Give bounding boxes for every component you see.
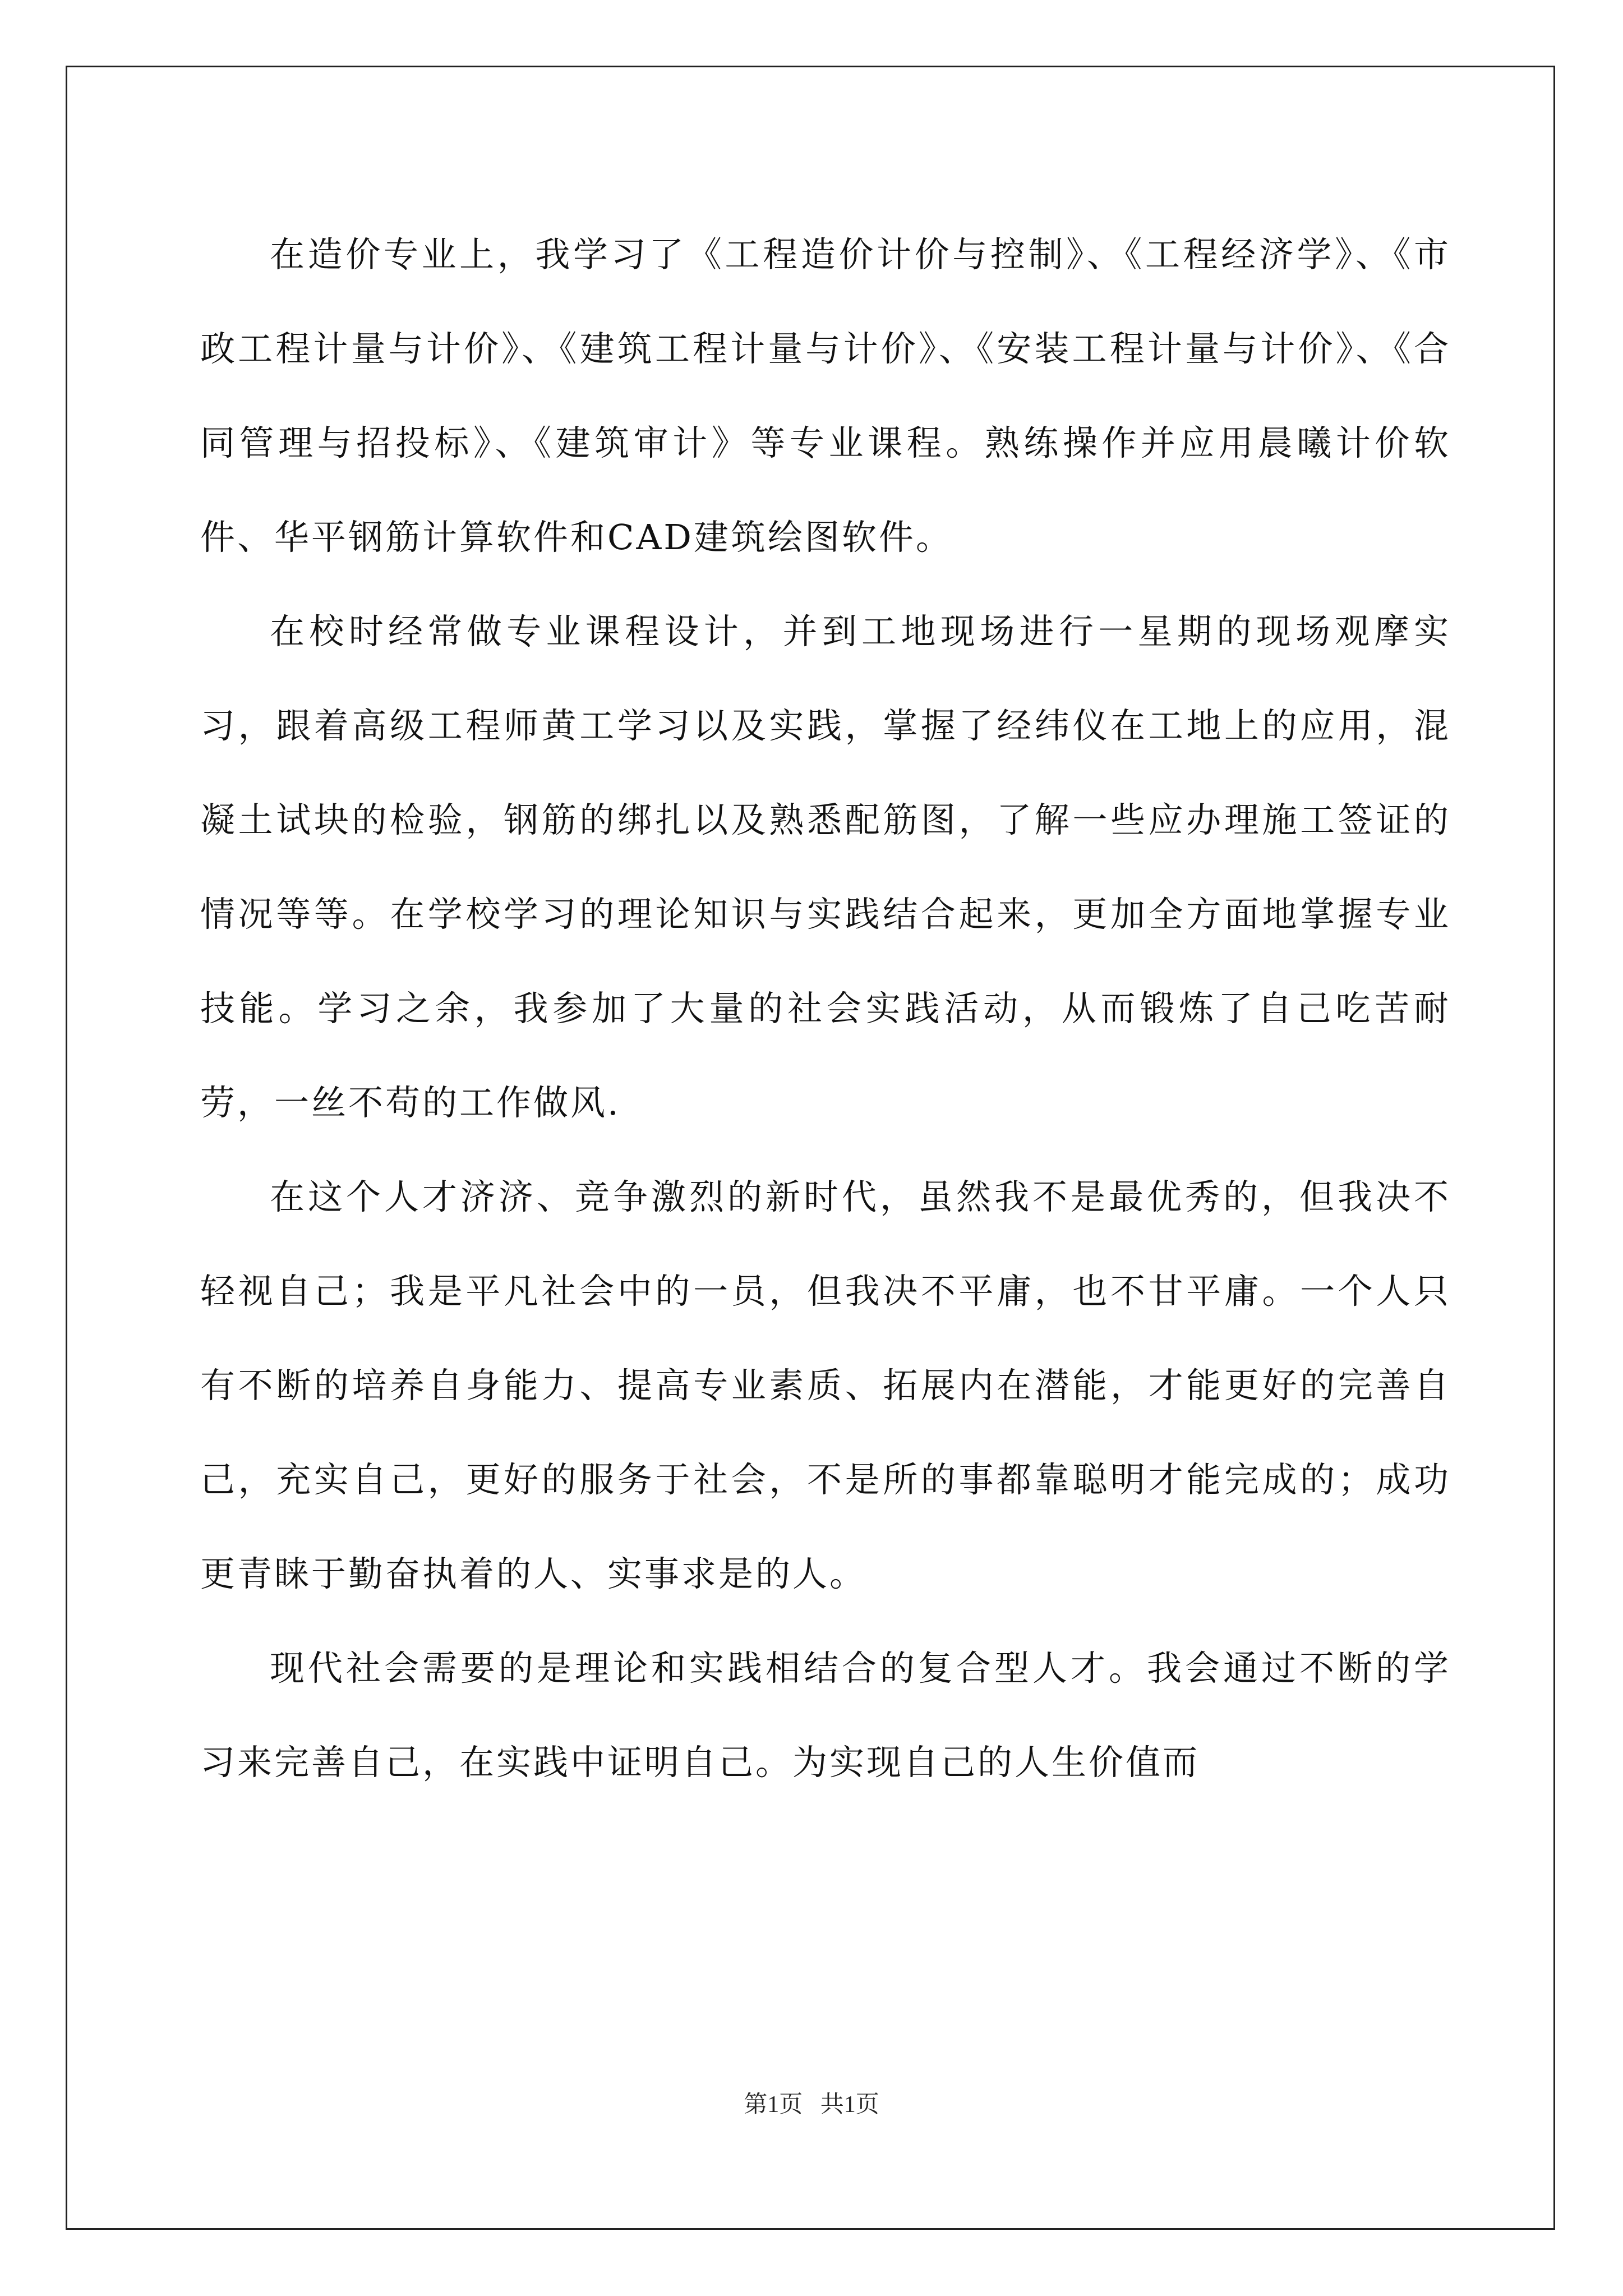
paragraph-1: 在造价专业上，我学习了《工程造价计价与控制》、《工程经济学》、《市政工程计量与计价》、《建筑工程计量与计价》、《安装工程计量与计价》、《合同管理与招投标》、《建筑审计》等专业课程。熟练操作并应用晨曦计价软件、华平钢筋计算软件和CAD建筑绘图软件。 [200,234,1451,558]
paragraph-2: 在校时经常做专业课程设计，并到工地现场进行一星期的现场观摩实习，跟着高级工程师黄工学习以及实践，掌握了经纬仪在工地上的应用，混凝土试块的检验，钢筋的绑扎以及熟悉配筋图，了解一些应办理施工签证的情况等等。在学校学习的理论知识与实践结合起来，更加全方面地掌握专业技能。学习之余，我参加了大量的社会实践活动，从而锻炼了自己吃苦耐劳，一丝不苟的工作做风. [200,611,1451,1123]
paragraph-3: 在这个人才济济、竞争激烈的新时代，虽然我不是最优秀的，但我决不轻视自己；我是平凡社会中的一员，但我决不平庸，也不甘平庸。一个人只有不断的培养自身能力、提高专业素质、拓展内在潜能，才能更好的完善自己，充实自己，更好的服务于社会，不是所的事都靠聪明才能完成的；成功更青睐于勤奋执着的人、实事求是的人。 [200,1176,1451,1594]
page-number-footer: 第1页 共1页 [744,2092,879,2118]
document-body [200,208,1451,1810]
paragraph-4: 现代社会需要的是理论和实践相结合的复合型人才。我会通过不断的学习来完善自己，在实践中证明自己。为实现自己的人生价值而 [200,1648,1451,1783]
